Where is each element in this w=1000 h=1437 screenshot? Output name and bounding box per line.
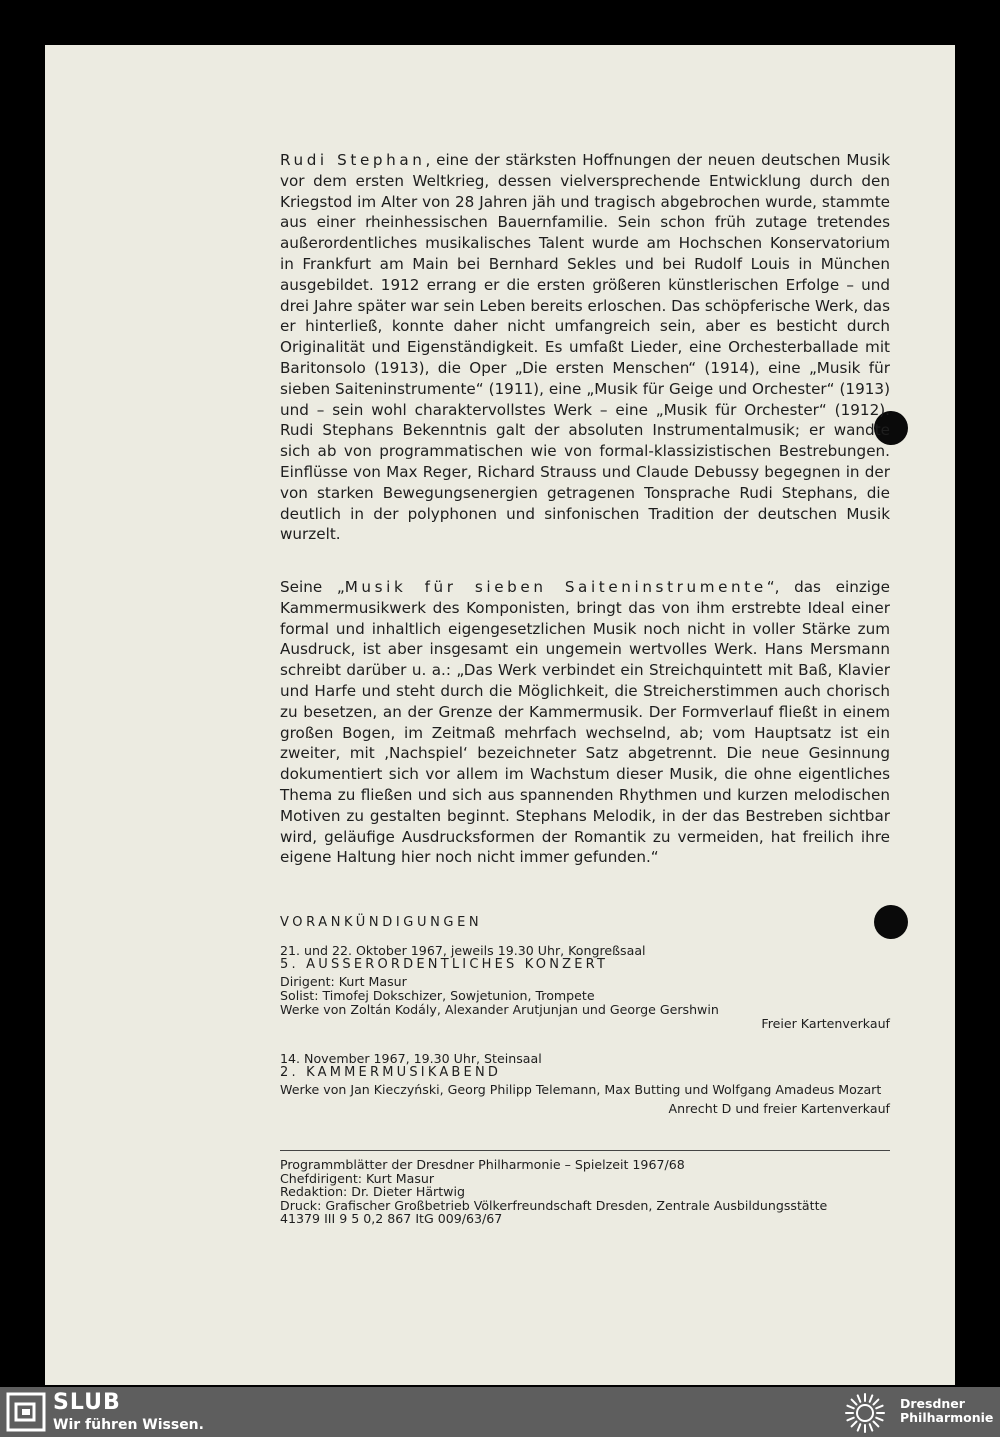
article-paragraph-2 [280, 577, 890, 868]
imprint [280, 1158, 890, 1226]
library-name[interactable]: SLUB [53, 1390, 121, 1415]
imprint-line: Programmblätter der Dresdner Philharmonie – Spielzeit 1967/68 [280, 1157, 685, 1172]
partner-name-line: Philharmonie [900, 1410, 994, 1425]
event-line: Werke von Jan Kieczyński, Georg Philipp Telemann, Max Butting und Wolfgang Amadeus Mozart [280, 1082, 882, 1097]
slub-logo-icon[interactable] [6, 1392, 46, 1432]
philharmonie-logo-icon[interactable] [842, 1390, 888, 1436]
imprint-line: Chefdirigent: Kurt Masur [280, 1170, 435, 1186]
event-line: Werke von Zoltán Kodály, Alexander Arutjunjan und George Gershwin [280, 1002, 719, 1017]
imprint-line: 41379 III 9 5 0,2 867 ItG 009/63/67 [280, 1211, 503, 1227]
event-line: Dirigent: Kurt Masur [280, 974, 407, 989]
partner-name[interactable] [900, 1397, 993, 1425]
event-tickets: Anrecht D und freier Kartenverkauf [668, 1101, 890, 1116]
event-line: Solist: Timofej Dokschizer, Sowjetunion, Trompete [280, 988, 595, 1003]
event-title: 5. AUSSERORDENTLICHES KONZERT [280, 957, 609, 972]
imprint-line: Redaktion: Dr. Dieter Härtwig [280, 1184, 465, 1200]
paragraph-text: Seine „ [280, 578, 345, 596]
announcements-heading: VORANKÜNDIGUNGEN [280, 915, 483, 930]
event-block [280, 1052, 890, 1116]
paragraph-text: “, das einzige Kammermusikwerk des Komponisten, bringt das von ihm erstrebte Ideal einer formal und inhaltlich eigengesetzlichen Musik noch nicht in voller Stärke zum Ausdruck, ist aber insgesamt ein ungemein wertvolles Werk. Hans Mersmann schreibt darüber u. a.: „Das Werk verbindet ein Streichquintett mit Baß, Klavier und Harfe und steht durch die Möglichkeit, die Streicherstimmen auch chorisch zu besetzen, an der Grenze der Kammermusik. Der Formverlauf fließt in einem großen Bogen, im Zeitmaß mehrfach wechselnd, ab; vom Hauptsatz ist ein zweiter, mit ‚Nachspiel‘ bezeichneter Satz abgetrennt. Die neue Gesinnung dokumentiert sich vor allem im Wachstum dieser Musik, die ohne eigentliches Thema zu fließen und sich aus spannenden Rhythmen und kurzen melodischen Motiven zu gestalten beginnt. Stephans Melodik, in der das Bestreben sichtbar wird, geläufige Ausdrucksformen der Romantik zu vermeiden, hat freilich ihre eigene Haltung hier noch nicht immer gefunden.“ [280, 578, 890, 867]
paragraph-text: , eine der stärksten Hoffnungen der neuen deutschen Musik vor dem ersten Weltkrieg, dessen vielversprechende Entwicklung durch den Kriegstod im Alter von 28 Jahren jäh und tragisch abgebrochen wurde, stammte aus einer rheinhessischen Bauernfamilie. Sein schon früh zutage tretendes außerordentliches musikalisches Talent wurde am Hochschen Konservatorium in Frankfurt am Main bei Bernhard Sekles und bei Rudolf Louis in München ausgebildet. 1912 errang er die ersten größeren künstlerischen Erfolge – und drei Jahre später war sein Leben bereits erloschen. Das schöpferische Werk, das er hinterließ, konnte daher nicht umfangreich sein, aber es besticht durch Originalität und Eigenständigkeit. Es umfaßt Lieder, eine Orchesterballade mit Baritonsolo (1913), die Oper „Die ersten Menschen“ (1914), eine „Musik für sieben Saiteninstrumente“ (1911), eine „Musik für Geige und Orchester“ (1913) und – sein wohl charaktervollstes Werk – eine „Musik für Orchester“ (1912). Rudi Stephans Bekenntnis galt der absoluten Instrumentalmusik; er wandte sich ab von programmatischen wie von formal-klassizistischen Bestrebungen. Einflüsse von Max Reger, Richard Strauss und Claude Debussy begegnen in der von starken Bewegungsenergien getragenen Tonsprache Rudi Stephans, die deutlich in der polyphonen und sinfonischen Tradition der deutschen Musik wurzelt. [280, 151, 891, 544]
work-title: Musik für sieben Saiteninstrumente [344, 578, 767, 596]
event-tickets: Freier Kartenverkauf [761, 1016, 890, 1031]
library-tagline: Wir führen Wissen. [53, 1417, 204, 1433]
event-block [280, 944, 890, 1031]
event-title: 2. KAMMERMUSIKABEND [280, 1065, 502, 1080]
article-paragraph-1 [280, 150, 890, 545]
composer-name: Rudi Stephan [280, 151, 426, 169]
event-date: 14. November 1967, 19.30 Uhr, Steinsaal [280, 1051, 542, 1066]
partner-name-line: Dresdner [900, 1396, 965, 1411]
bottom-bar [0, 1387, 1000, 1437]
event-date: 21. und 22. Oktober 1967, jeweils 19.30 Uhr, Kongreßsaal [280, 943, 646, 958]
divider [280, 1150, 890, 1151]
imprint-line: Druck: Grafischer Großbetrieb Völkerfreundschaft Dresden, Zentrale Ausbildungsstätte [280, 1197, 828, 1213]
